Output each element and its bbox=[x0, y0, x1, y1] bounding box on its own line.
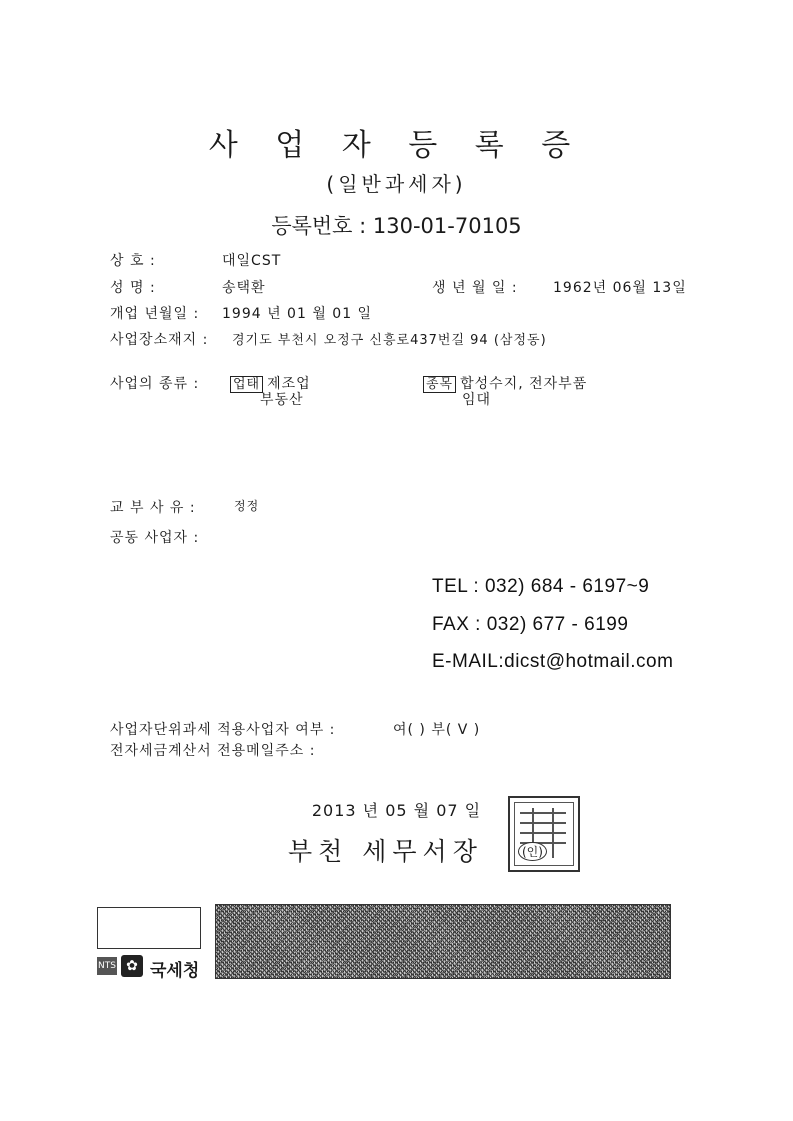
document-subtitle: (일반과세자) bbox=[326, 172, 467, 196]
nts-logo-icon: NTS bbox=[97, 957, 117, 975]
open-date-label: 개업 년월일 : bbox=[110, 306, 200, 322]
document-title: 사 업 자 등 록 증 bbox=[208, 128, 585, 163]
birth-date-label: 생 년 월 일 : bbox=[432, 280, 518, 296]
fax: FAX : 032) 677 - 6199 bbox=[432, 614, 629, 635]
issue-reason-value: 정정 bbox=[234, 499, 260, 513]
item-value-1: 합성수지, 전자부품 bbox=[460, 376, 588, 392]
open-date-value: 1994 년 01 월 01 일 bbox=[222, 306, 373, 322]
category-value-1: 제조업 bbox=[267, 376, 311, 392]
seal-label: (인) bbox=[518, 842, 547, 861]
item-tag: 종목 bbox=[423, 376, 456, 393]
owner-name-label: 성 명 : bbox=[110, 280, 156, 296]
business-item bbox=[423, 373, 587, 393]
barcode-box bbox=[97, 907, 201, 949]
trade-name-label: 상 호 : bbox=[110, 253, 156, 269]
category-tag: 업태 bbox=[230, 376, 263, 393]
einvoice-email-label: 전자세금계산서 전용메일주소 : bbox=[110, 743, 316, 759]
owner-name-value: 송택환 bbox=[222, 280, 266, 296]
item-value-2: 임대 bbox=[462, 392, 492, 408]
business-type-label: 사업의 종류 : bbox=[110, 376, 200, 392]
tax-office-chief: 부천 세무서장 bbox=[288, 837, 483, 866]
flower-emblem-icon: ✿ bbox=[121, 955, 143, 977]
trade-name-value: 대일CST bbox=[222, 253, 282, 269]
category-value-2: 부동산 bbox=[260, 392, 304, 408]
telephone: TEL : 032) 684 - 6197~9 bbox=[432, 576, 650, 597]
issue-date: 2013 년 05 월 07 일 bbox=[311, 801, 482, 820]
address-value: 경기도 부천시 오정구 신흥로437번길 94 (삼정동) bbox=[232, 333, 547, 348]
unit-tax-value: 여( ) 부( V ) bbox=[393, 722, 481, 738]
agency-name: 국세청 bbox=[150, 961, 200, 981]
issue-reason-label: 교 부 사 유 : bbox=[110, 500, 196, 516]
co-owner-label: 공동 사업자 : bbox=[110, 530, 200, 546]
birth-date-value: 1962년 06월 13일 bbox=[553, 280, 687, 296]
registration-number: 등록번호 : 130-01-70105 bbox=[271, 214, 522, 238]
security-pattern bbox=[215, 904, 671, 979]
address-label: 사업장소재지 : bbox=[110, 332, 209, 348]
official-seal bbox=[508, 796, 580, 872]
unit-tax-label: 사업자단위과세 적용사업자 여부 : bbox=[110, 722, 336, 738]
email: E-MAIL:dicst@hotmail.com bbox=[432, 651, 674, 672]
